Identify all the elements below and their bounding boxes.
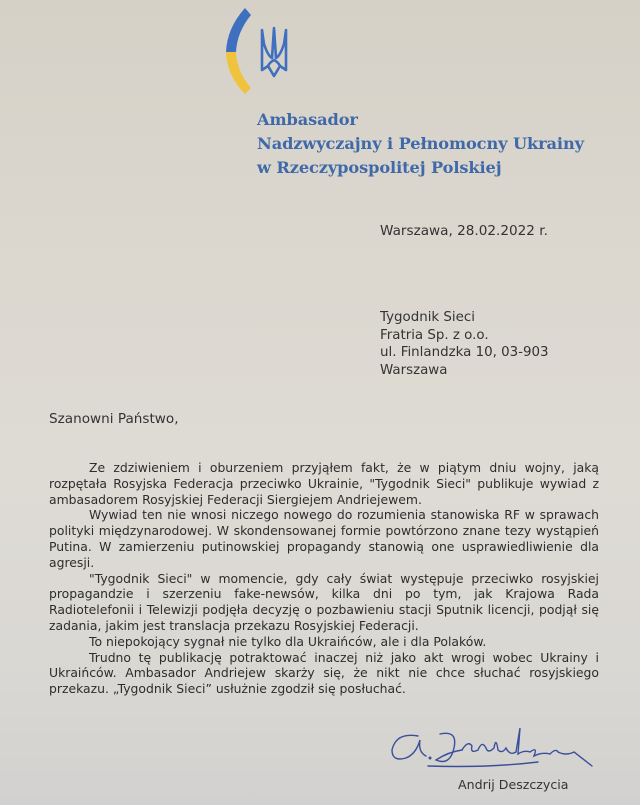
body-paragraph: To niepokojący sygnał nie tylko dla Ukraińców, ale i dla Polaków.: [89, 633, 487, 649]
body-paragraph: Ze zdziwieniem i oburzeniem przyjąłem fakt, że w piątym dniu wojny, jaką rozpętała Rosyjska Federacja przeciwko Ukrainie, "Tygodnik Sieci" publikuje wywiad z ambasadorem Rosyjskiej Federacji Siergiejem Andriejewem.: [49, 460, 599, 507]
signer-name: Andrij Deszczycia: [458, 777, 569, 792]
signature-icon: [388, 722, 603, 772]
address-line: ul. Finlandzka 10, 03-903: [380, 345, 549, 360]
body-paragraph: Wywiad ten nie wnosi niczego nowego do rozumienia stanowiska RF w sprawach polityki międzynarodowej. W skondensowanej formie powtórzono znane tezy wystąpień Putina. W zamierzeniu putinowskiej propagandy stanowią one usprawiedliwienie dla agresji.: [49, 507, 599, 570]
letterhead-title-line: w Rzeczypospolitej Polskiej: [257, 158, 502, 177]
letter-body: [49, 460, 599, 697]
letterhead-title-line: Nadzwyczajny i Pełnomocny Ukrainy: [257, 134, 584, 153]
trident-icon: [262, 28, 286, 76]
letter-date: Warszawa, 28.02.2022 r.: [380, 223, 548, 239]
address-line: Tygodnik Sieci: [380, 310, 475, 325]
letterhead-title-line: Ambasador: [257, 110, 358, 129]
yellow-arc-icon: [226, 52, 251, 94]
salutation: Szanowni Państwo,: [49, 411, 179, 427]
recipient-address: [380, 309, 549, 379]
embassy-logo: [218, 6, 298, 94]
address-line: Warszawa: [380, 362, 448, 378]
body-paragraph: "Tygodnik Sieci" w momencie, gdy cały świat występuje przeciwko rosyjskiej propagandzie i szerzeniu fake-newsów, kilka dni po tym, jak Krajowa Rada Radiotelefonii i Telewizji podjęła decyzję o pozbawieniu stacji Sputnik licencji, podjął się zadania, jakim jest translacja przekazu Rosyjskiej Federacji.: [49, 570, 599, 633]
address-line: Fratria Sp. z o.o.: [380, 327, 489, 343]
blue-arc-icon: [226, 8, 251, 52]
body-paragraph: Trudno tę publikację potraktować inaczej niż jako akt wrogi wobec Ukrainy i Ukraińców. Ambasador Andriejew skarży się, że nikt nie chce słuchać rosyjskiego przekazu. „Tygodnik Sieci” usłużnie zgodził się posłuchać.: [49, 649, 599, 697]
letterhead-title: [257, 108, 584, 180]
